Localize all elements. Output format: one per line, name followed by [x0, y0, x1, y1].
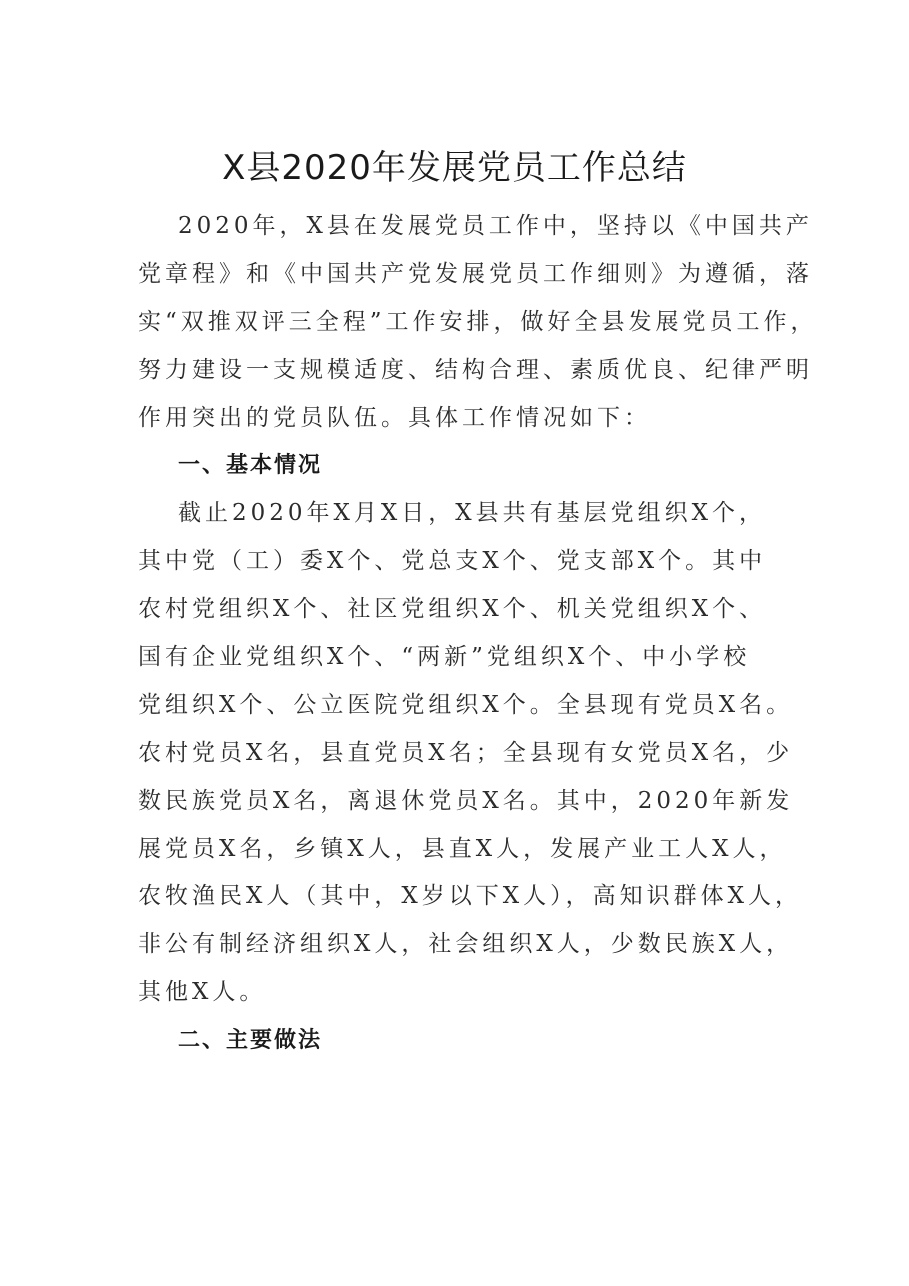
- document-title: X县2020年发展党员工作总结: [222, 148, 687, 188]
- paragraph-line: 国有企业党组织X个、“两新”党组织X个、中小学校: [138, 644, 751, 671]
- paragraph-line: 其他X人。: [138, 979, 267, 1006]
- paragraph-line: 作用突出的党员队伍。具体工作情况如下：: [138, 404, 651, 431]
- paragraph-line: 非公有制经济组织X人，社会组织X人，少数民族X人，: [138, 931, 794, 958]
- paragraph-line: 其中党（工）委X个、党总支X个、党支部X个。其中: [138, 548, 767, 575]
- paragraph-line: 党章程》和《中国共产党发展党员工作细则》为遵循，落: [138, 260, 813, 287]
- paragraph-line: 实“双推双评三全程”工作安排，做好全县发展党员工作，: [138, 308, 818, 335]
- paragraph-first-line: 截止2020年X月X日，X县共有基层党组织X个，: [178, 500, 767, 527]
- section-heading: 二、主要做法: [178, 1028, 323, 1054]
- paragraph-line: 农村党组织X个、社区党组织X个、机关党组织X个、: [138, 596, 767, 623]
- paragraph-line: 努力建设一支规模适度、结构合理、素质优良、纪律严明: [138, 356, 813, 383]
- paragraph-line: 数民族党员X名，离退休党员X名。其中，2020年新发: [138, 787, 794, 814]
- document-body: [138, 203, 818, 1065]
- paragraph-line: 农牧渔民X人（其中，X岁以下X人），高知识群体X人，: [138, 883, 802, 910]
- paragraph-first-line: 2020年，X县在发展党员工作中，坚持以《中国共产: [178, 213, 813, 239]
- paragraph-line: 党组织X个、公立医院党组织X个。全县现有党员X名。: [138, 691, 794, 718]
- paragraph-line: 展党员X名，乡镇X人，县直X人，发展产业工人X人，: [138, 835, 787, 862]
- section-heading: 一、基本情况: [178, 453, 323, 479]
- paragraph-line: 农村党员X名，县直党员X名；全县现有女党员X名，少: [138, 739, 794, 766]
